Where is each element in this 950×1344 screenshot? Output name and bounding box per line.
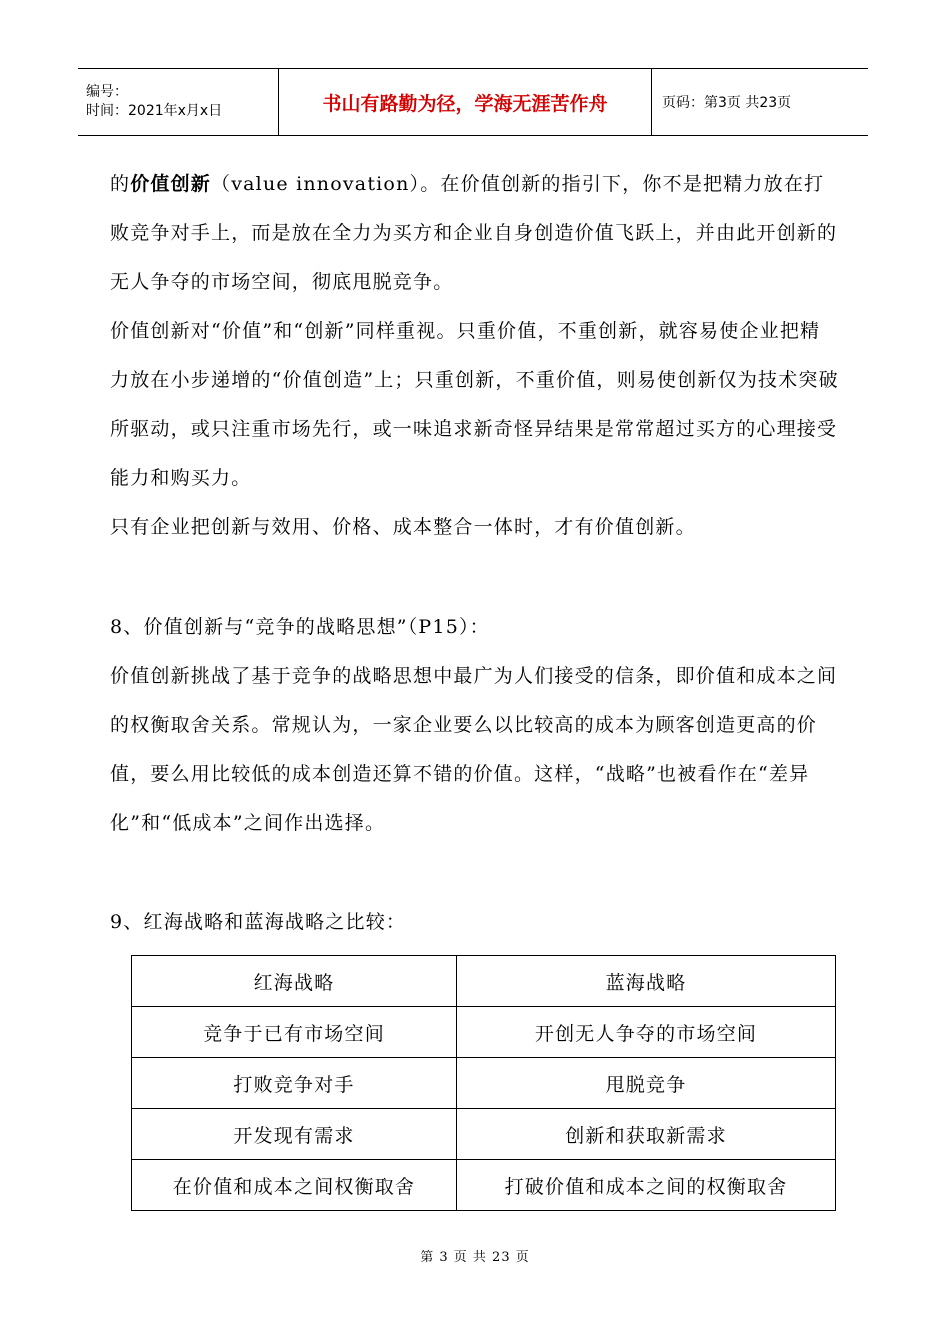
- p2-text: 价值创新对“价值”和“创新”同样重视。只重价值，不重创新，就容易使企业把精力放在小步递增的“价值创造”上；只重创新，不重价值，则易使创新仅为技术突破所驱动，或只注重市场先行，或一味追求新奇怪异结果是常常超过买方的心理接受能力和购买力。: [110, 320, 839, 489]
- paragraph-integration: [110, 503, 840, 552]
- header-motto: 书山有路勤为径，学海无涯苦作舟: [279, 69, 652, 135]
- table-cell: 开发现有需求: [132, 1109, 457, 1160]
- table-row: [132, 1058, 836, 1109]
- p1-prefix: 的: [110, 173, 131, 195]
- page-header: [78, 68, 868, 136]
- section-9-title-text: 9、红海战略和蓝海战略之比较：: [110, 911, 407, 933]
- time-label: 时间：2021年x月x日: [86, 103, 223, 119]
- table-header-blue-ocean: 蓝海战略: [457, 956, 836, 1007]
- section-9-title: [110, 898, 840, 947]
- p1-bold-term: 价值创新: [130, 173, 212, 195]
- table-row: [132, 1109, 836, 1160]
- table-cell: 开创无人争夺的市场空间: [457, 1007, 836, 1058]
- table-row: [132, 1007, 836, 1058]
- section-8: [110, 603, 840, 848]
- table-cell: 创新和获取新需求: [457, 1109, 836, 1160]
- number-label: 编号：: [86, 84, 128, 100]
- section-8-title: 8、价值创新与“竞争的战略思想”（P15）：: [110, 616, 490, 638]
- p1-rest: （value innovation）。在价值创新的指引下，你不是把精力放在打败竞争对手上，而是放在全力为买方和企业自身创造价值飞跃上，并由此开创新的无人争夺的市场空间，彻底甩脱竞争。: [110, 173, 838, 293]
- table-header-red-ocean: 红海战略: [132, 956, 457, 1007]
- table-cell: 竞争于已有市场空间: [132, 1007, 457, 1058]
- table-cell: 在价值和成本之间权衡取舍: [132, 1160, 457, 1211]
- table-row: [132, 1160, 836, 1211]
- paragraph-value-innovation: [110, 160, 840, 307]
- p3-text: 只有企业把创新与效用、价格、成本整合一体时，才有价值创新。: [110, 516, 696, 538]
- table-cell: 打败竞争对手: [132, 1058, 457, 1109]
- paragraph-value-and-innovation: [110, 307, 840, 503]
- header-page-info: 页码：第3页 共23页: [662, 95, 792, 111]
- table-cell: 打破价值和成本之间的权衡取舍: [457, 1160, 836, 1211]
- table-header-row: [132, 956, 836, 1007]
- table-cell: 甩脱竞争: [457, 1058, 836, 1109]
- section-8-body: 价值创新挑战了基于竞争的战略思想中最广为人们接受的信条，即价值和成本之间的权衡取舍关系。常规认为，一家企业要么以比较高的成本为顾客创造更高的价值，要么用比较低的成本创造还算不错的价值。这样，“战略”也被看作在“差异化”和“低成本”之间作出选择。: [110, 665, 838, 834]
- page-footer: 第 3 页 共 23 页: [420, 1250, 530, 1265]
- header-meta: [78, 69, 279, 135]
- comparison-table: [131, 955, 836, 1211]
